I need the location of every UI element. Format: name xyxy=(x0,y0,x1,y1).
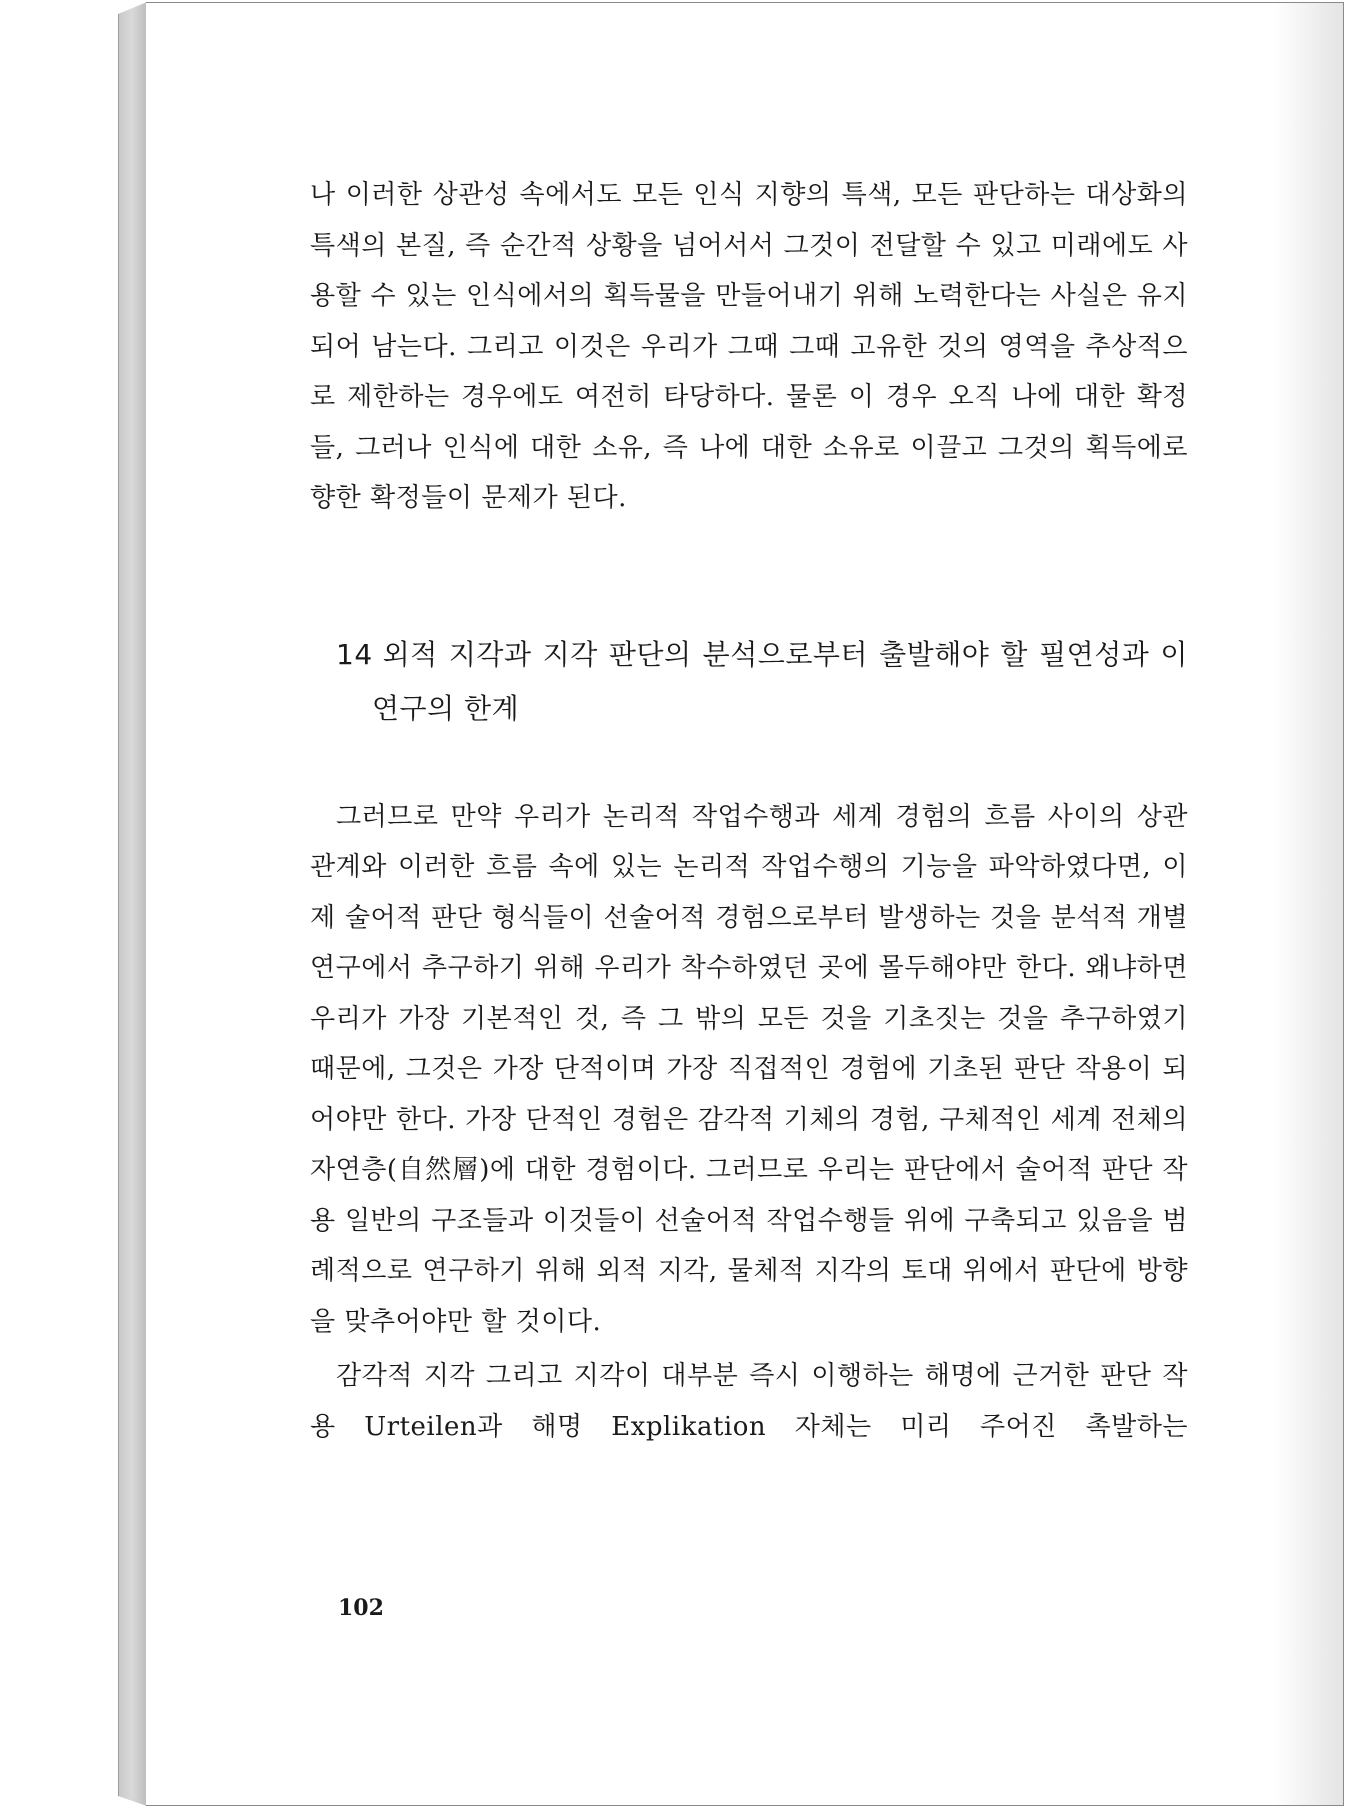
page-body xyxy=(310,170,1188,1452)
paragraph-section-intro: 그러므로 만약 우리가 논리적 작업수행과 세계 경험의 흐름 사이의 상관 관계와 이러한 흐름 속에 있는 논리적 작업수행의 기능을 파악하였다면, 이제 술어적 판단 형식들이 선술어적 경험으로부터 발생하는 것을 분석적 개별 연구에서 추구하기 위해 우리가 착수하였던 곳에 몰두해야만 한다. 왜냐하면 우리가 가장 기본적인 것, 즉 그 밖의 모든 것을 기초짓는 것을 추구하였기 때문에, 그것은 가장 단적이며 가장 직접적인 경험에 기초된 판단 작용이 되어야만 한다. 가장 단적인 경험은 감각적 기체의 경험, 구체적인 세계 전체의 자연층(自然層)에 대한 경험이다. 그러므로 우리는 판단에서 술어적 판단 작용 일반의 구조들과 이것들이 선술어적 작업수행들 위에 구축되고 있음을 범례적으로 연구하기 위해 외적 지각, 물체적 지각의 토대 위에서 판단에 방향을 맞추어야만 할 것이다. xyxy=(310,801,1188,1337)
section-title: 외적 지각과 지각 판단의 분석으로부터 출발해야 할 필연성과 이 연구의 한계 xyxy=(372,637,1188,725)
paragraph-continued: 나 이러한 상관성 속에서도 모든 인식 지향의 특색, 모든 판단하는 대상화의 특색의 본질, 즉 순간적 상황을 넘어서서 그것이 전달할 수 있고 미래에도 사용할 수 있는 인식에서의 획득물을 만들어내기 위해 노력한다는 사실은 유지되어 남는다. 그리고 이것은 우리가 그때 그때 고유한 것의 영역을 추상적으로 제한하는 경우에도 여전히 타당하다. 물론 이 경우 오직 나에 대한 확정들, 그러나 인식에 대한 소유, 즉 나에 대한 소유로 이끌고 그것의 획득에로 향한 확정들이 문제가 된다. xyxy=(310,180,1188,513)
paragraph-perception: 감각적 지각 그리고 지각이 대부분 즉시 이행하는 해명에 근거한 판단 작용 Urteilen과 해명 Explikation 자체는 미리 주어진 촉발하는 xyxy=(310,1361,1188,1442)
book-spine xyxy=(118,2,147,1806)
page-number: 102 xyxy=(338,1595,384,1621)
section-number: 14 xyxy=(336,637,373,671)
page-edge-shadow xyxy=(1273,3,1343,1805)
section-heading xyxy=(336,628,1188,736)
